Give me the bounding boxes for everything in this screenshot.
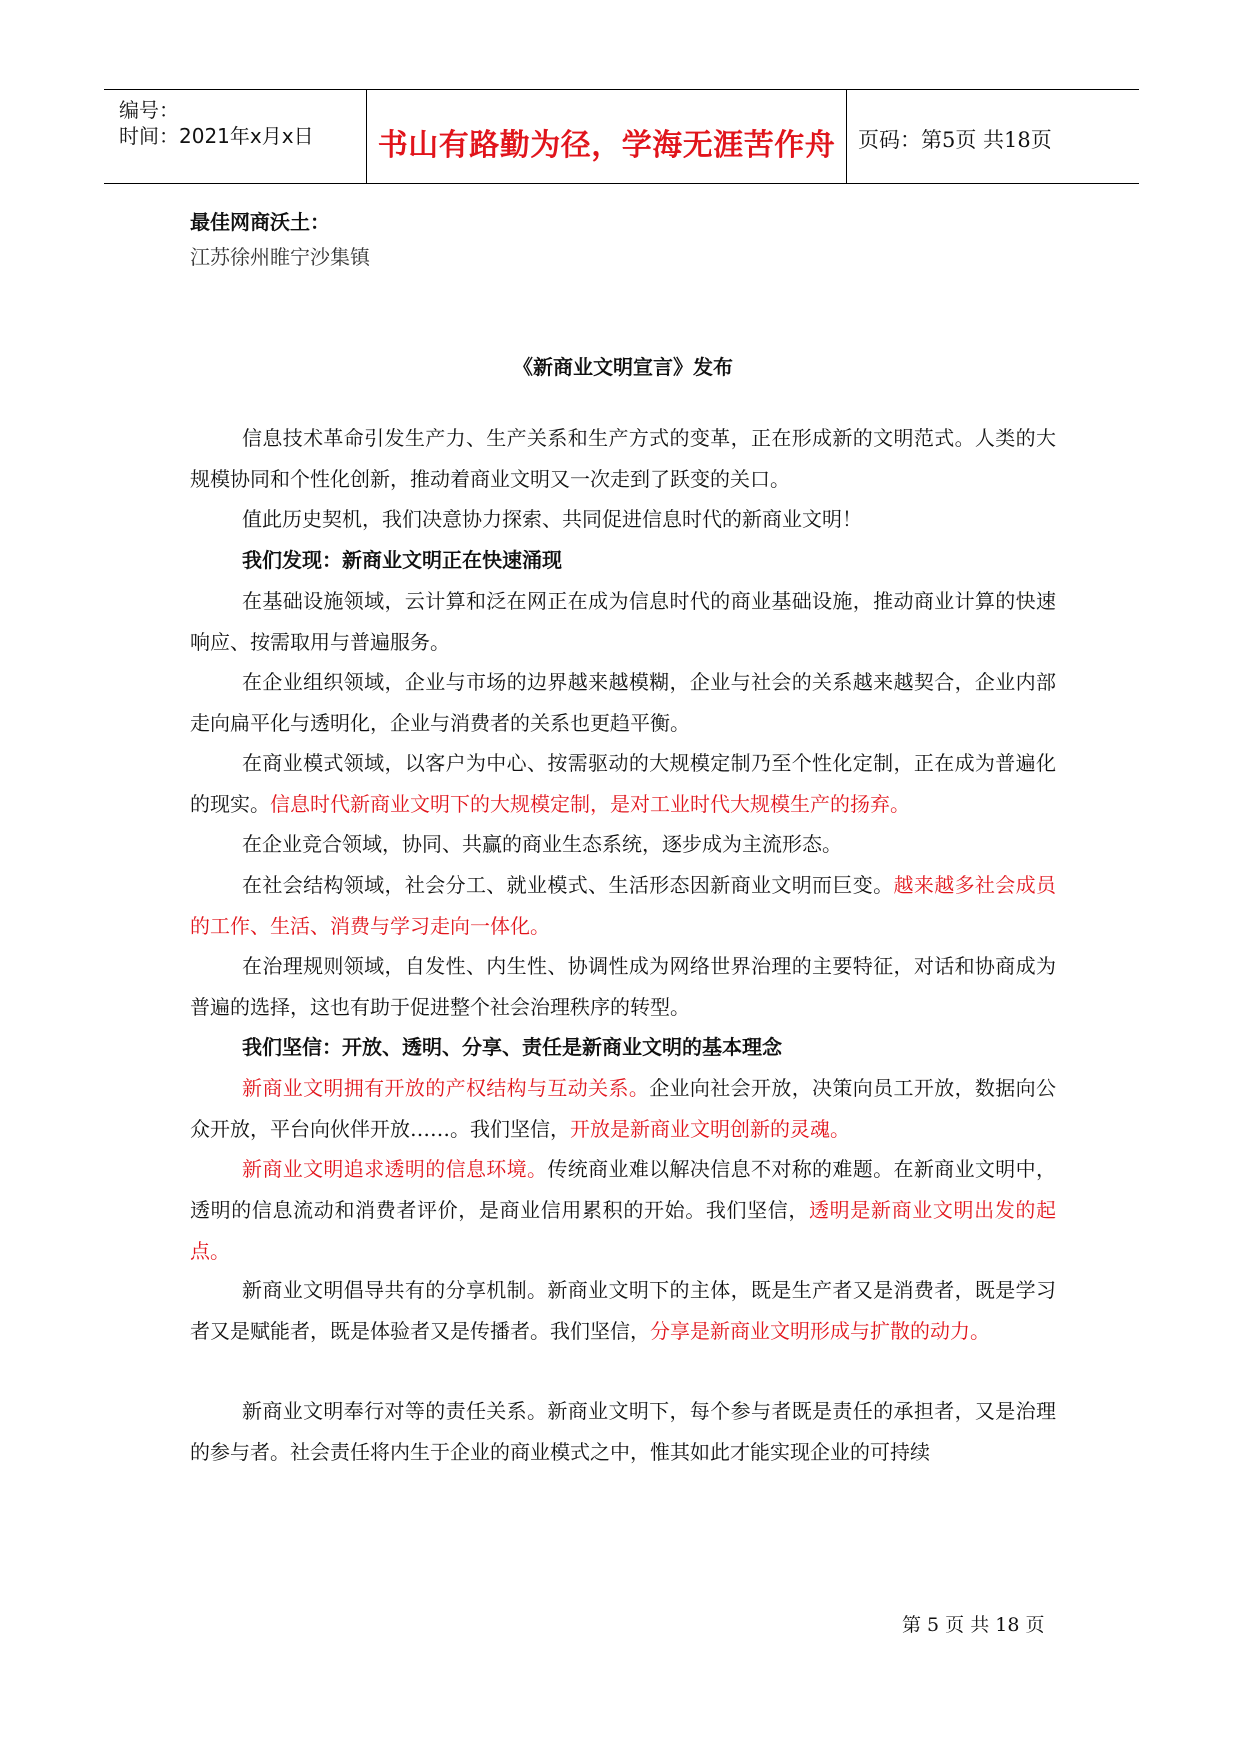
document-number-label: 编号： xyxy=(119,98,179,122)
paragraph-12: 新商业文明奉行对等的责任关系。新商业文明下，每个参与者既是责任的承担者，又是治理的参与者。社会责任将内生于企业的商业模式之中，惟其如此才能实现企业的可持续 xyxy=(190,1399,1056,1464)
paragraph-7 xyxy=(190,865,1056,947)
header-motto: 书山有路勤为径，学海无涯苦作舟 xyxy=(377,128,836,163)
paragraph-9-text: 企业向社会开放，决策向员工开放，数据向公众开放，平台向伙伴开放……。我们坚信， xyxy=(190,1076,1057,1141)
paragraph-5 xyxy=(190,743,1056,825)
paragraph-10-highlight-2: 透明是新商业文明出发的起点。 xyxy=(190,1198,1057,1263)
paragraph-9-highlight-1: 新商业文明拥有开放的产权结构与互动关系。 xyxy=(242,1076,650,1100)
page-footer: 第 5 页 共 18 页 xyxy=(902,1614,1045,1636)
paragraph-8: 在治理规则领域，自发性、内生性、协调性成为网络世界治理的主要特征，对话和协商成为普遍的选择，这也有助于促进整个社会治理秩序的转型。 xyxy=(190,954,1056,1019)
paragraph-9-highlight-2: 开放是新商业文明创新的灵魂。 xyxy=(570,1117,850,1141)
paragraph-10-text: 传统商业难以解决信息不对称的难题。在新商业文明中，透明的信息流动和消费者评价，是商业信用累积的开始。我们坚信， xyxy=(190,1157,1057,1222)
paragraph-11-text: 新商业文明倡导共有的分享机制。新商业文明下的主体，既是生产者又是消费者，既是学习者又是赋能者，既是体验者又是传播者。我们坚信， xyxy=(190,1278,1056,1343)
paragraph-3: 在基础设施领域，云计算和泛在网正在成为信息时代的商业基础设施，推动商业计算的快速响应、按需取用与普遍服务。 xyxy=(190,589,1056,654)
paragraph-4: 在企业组织领域，企业与市场的边界越来越模糊，企业与社会的关系越来越契合，企业内部走向扁平化与透明化，企业与消费者的关系也更趋平衡。 xyxy=(190,670,1056,735)
paragraph-11 xyxy=(190,1270,1056,1352)
paragraph-10 xyxy=(190,1149,1056,1272)
article-title: 《新商业文明宣言》发布 xyxy=(513,355,733,379)
header-middle-cell xyxy=(367,90,847,183)
paragraph-11-highlight: 分享是新商业文明形成与扩散的动力。 xyxy=(650,1319,990,1343)
paragraph-7-text: 在社会结构领域，社会分工、就业模式、生活形态因新商业文明而巨变。 xyxy=(242,873,894,897)
document-header xyxy=(104,89,1139,184)
place-name: 江苏徐州睢宁沙集镇 xyxy=(190,245,370,269)
paragraph-6: 在企业竞合领域，协同、共赢的商业生态系统，逐步成为主流形态。 xyxy=(242,832,842,856)
paragraph-1: 信息技术革命引发生产力、生产关系和生产方式的变革，正在形成新的文明范式。人类的大规模协同和个性化创新，推动着商业文明又一次走到了跃变的关口。 xyxy=(190,426,1056,491)
subheading-1: 我们发现：新商业文明正在快速涌现 xyxy=(242,548,562,572)
document-time-label: 时间：2021年x月x日 xyxy=(119,124,314,148)
paragraph-5-highlight: 信息时代新商业文明下的大规模定制，是对工业时代大规模生产的扬弃。 xyxy=(270,792,910,816)
paragraph-10-highlight-1: 新商业文明追求透明的信息环境。 xyxy=(242,1157,548,1181)
subheading-2: 我们坚信：开放、透明、分享、责任是新商业文明的基本理念 xyxy=(242,1035,782,1059)
paragraph-7-highlight: 越来越多社会成员的工作、生活、消费与学习走向一体化。 xyxy=(190,873,1057,938)
header-right-cell xyxy=(848,90,1139,183)
header-left-cell xyxy=(104,90,367,183)
paragraph-5-text: 在商业模式领域，以客户为中心、按需驱动的大规模定制乃至个性化定制，正在成为普遍化的现实。 xyxy=(190,751,1056,816)
section-heading-best-place: 最佳网商沃土： xyxy=(190,210,330,234)
paragraph-2: 值此历史契机，我们决意协力探索、共同促进信息时代的新商业文明！ xyxy=(242,507,862,531)
paragraph-9 xyxy=(190,1068,1056,1150)
header-page-label: 页码：第5页 共18页 xyxy=(858,128,1052,152)
